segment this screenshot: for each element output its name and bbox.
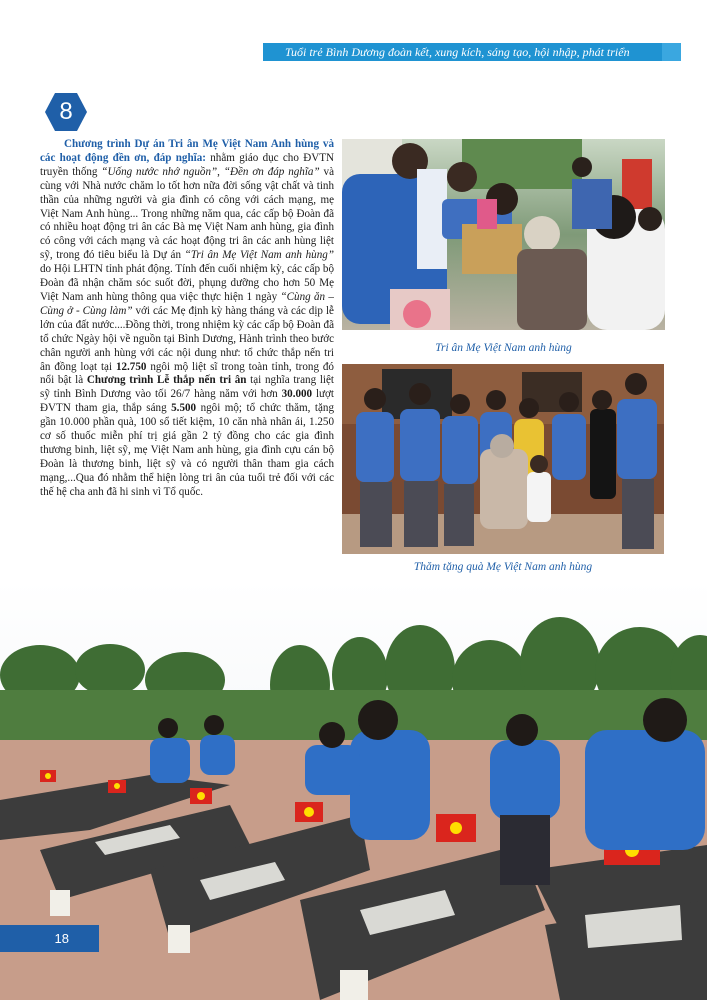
text-run: , xyxy=(217,165,224,178)
quote-run: “Tri ân Mẹ Việt Nam anh hùng” xyxy=(184,249,334,262)
quote-run: “Cùng ăn – Cùng ở - Cùng làm” xyxy=(40,290,334,317)
text-run: do Hội LHTN tỉnh phát động. Tính đến cuối nhiệm kỳ, các cấp bộ Đoàn đã nhận chăm sóc suốt đời, phụng dưỡng cho hơn 50 Mẹ Việt Nam anh hùng thông qua việc thực hiện 1 ngày xyxy=(40,263,334,303)
text-run: ngôi mộ; tổ chức thăm, tặng gần 10.000 phần quà, 100 sổ tiết kiệm, 10 căn nhà nhân ái, 1.250 cơ số thuốc miễn phí trị giá gần 2 tỷ đồng cho các gia đình thương binh, liệt sỹ, mẹ Việt Nam anh hùng, gia đình cựu cán bộ Đoàn là thương binh, liệt sỹ và có người thân tham gia cách mạng,...Qua đó nhằm thể hiện lòng tri ân của tuổi trẻ đối với các thế hệ cha anh đã hi sinh vì Tổ quốc. xyxy=(40,402,335,498)
text-run: ngôi mộ liệt sĩ trong toàn tỉnh, trong đó nổi bật là xyxy=(40,360,334,387)
text-run: với các Mẹ định kỳ hàng tháng và các dịp lễ lớn của đất nước....Đồng thời, trong nhiệm kỳ các cấp bộ Đoàn đã tổ chức Ngày hội về nguồn tại Bình Dương, Hành trình theo bước chân người anh hùng với các nội dung như: tổ chức thắp nến tri ân đồng loạt tại xyxy=(40,304,334,373)
photo-group-visit xyxy=(342,364,664,554)
section-number: 8 xyxy=(59,98,73,125)
article-paragraph xyxy=(40,138,334,500)
quote-run: “Đền ơn đáp nghĩa” xyxy=(223,165,320,178)
header-accent-tab xyxy=(662,43,681,61)
bold-run: 30.000 xyxy=(281,388,313,401)
caption-photo-1: Tri ân Mẹ Việt Nam anh hùng xyxy=(435,342,572,354)
caption-photo-2: Thăm tặng quà Mẹ Việt Nam anh hùng xyxy=(413,561,593,573)
photo-gift-ceremony xyxy=(342,139,665,330)
photo-cemetery-candlelight xyxy=(0,580,707,1000)
text-run: và cùng với Nhà nước chăm lo tốt hơn nữa đời sống vật chất và tinh thần của những người và gia đình có công với cách mạng, mẹ Việt Nam Anh hùng... Trong những năm qua, các cấp bộ Đoàn đã có nhiều hoạt động tri ân các Bà mẹ Việt Nam anh hùng, gia đình có công với cách mạng và các hoạt động tri ân các anh hùng liệt sỹ, trong đó tiêu biểu là Dự án xyxy=(40,165,334,262)
text-run: nhằm giáo dục cho ĐVTN truyền thống xyxy=(40,151,335,178)
bold-run: 12.750 xyxy=(115,360,147,373)
header-tagline: Tuổi trẻ Bình Dương đoàn kết, xung kích, sáng tạo, hội nhập, phát triển xyxy=(285,45,630,59)
article-body xyxy=(40,138,334,500)
quote-run: “Uống nước nhớ nguồn” xyxy=(101,165,218,178)
page-number-tab xyxy=(0,925,99,952)
bold-run: 5.500 xyxy=(171,402,197,415)
section-number-badge xyxy=(44,92,88,132)
text-run: lượt ĐVTN tham gia, thắp sáng xyxy=(40,388,335,415)
bold-run: Chương trình Lễ thắp nến tri ân xyxy=(86,374,247,387)
text-run: tại nghĩa trang liệt sỹ tỉnh Bình Dương vào tối 26/7 hàng năm với hơn xyxy=(40,374,335,401)
article-lead: Chương trình Dự án Tri ân Mẹ Việt Nam Anh hùng và các hoạt động đền ơn, đáp nghĩa: xyxy=(40,138,334,164)
page-number: 18 xyxy=(54,931,69,946)
header-tagline-bar xyxy=(263,43,681,61)
